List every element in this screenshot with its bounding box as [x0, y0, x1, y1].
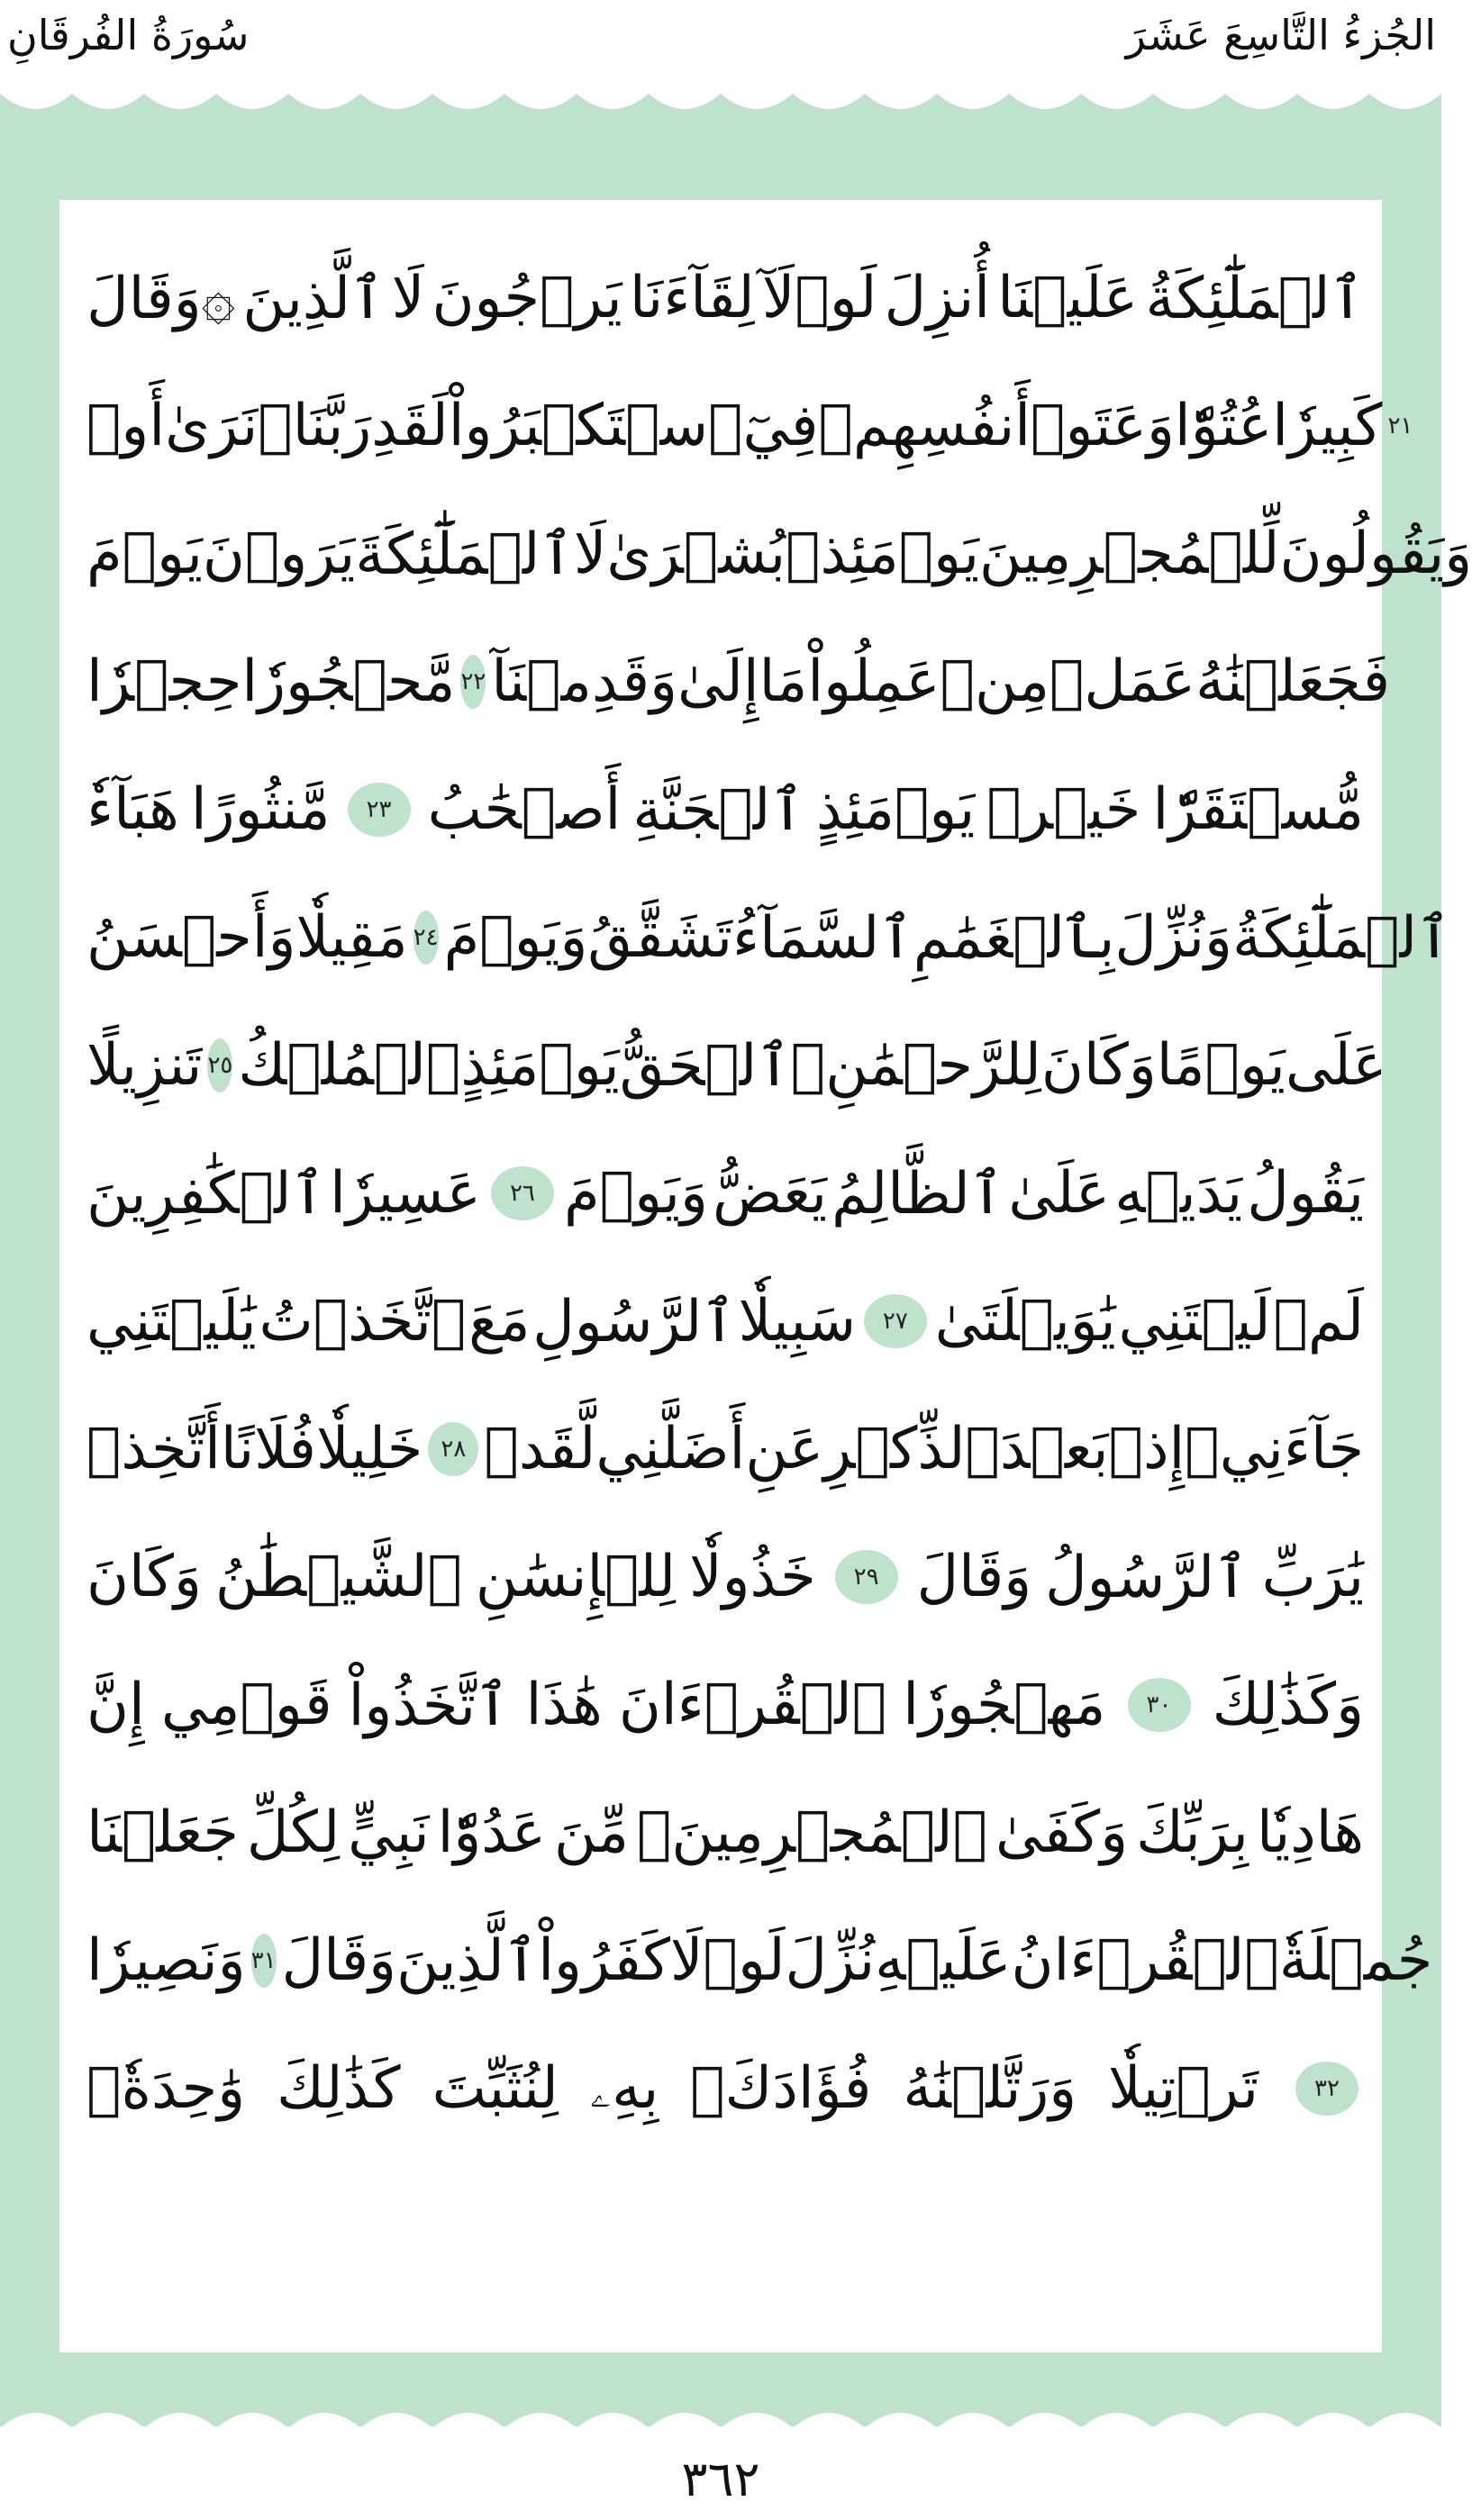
word: عَنِ [745, 1416, 824, 1482]
word: قَوۡمِي [160, 1672, 332, 1738]
word: ٱلۡمَلَٰٓئِكَةُ [1231, 904, 1451, 972]
ayah-number-marker: ٢٣ [348, 783, 411, 837]
word: نُزِّلَ [785, 1927, 876, 1994]
word: ٱلۡمَلَٰٓئِكَةُ [1145, 265, 1364, 332]
ayah-number-marker: ٢٤ [413, 911, 439, 965]
word: لِقَآءَنَا [629, 265, 755, 331]
ayah-number-marker: ٣٠ [1128, 1678, 1191, 1732]
word: أَنفُسِهِمۡ [818, 393, 1031, 459]
word: عَسِيرٗا [330, 1160, 481, 1227]
word: أَصۡحَٰبُ [427, 776, 622, 843]
word: خَذُولٗا [689, 1544, 816, 1610]
word: مِنۡ [940, 648, 1049, 715]
ayah-line [86, 373, 1413, 479]
word: عَمِلُواْ [807, 648, 940, 715]
word: ٱلسَّمَآءُ [732, 904, 913, 972]
word: أَضَلَّنِي [595, 1416, 746, 1482]
word: يَوۡمَئِذٍ [460, 1032, 620, 1099]
word: ٱلشَّيۡطَٰنُ [214, 1544, 462, 1610]
word: فُلَانًا [220, 1416, 316, 1482]
word: مِّنَ [554, 1799, 630, 1866]
word: ٱلۡمُلۡكُ [238, 1032, 461, 1099]
word: وَكَفَىٰ [995, 1799, 1129, 1866]
word: ٱلۡمُجۡرِمِينَۗ [637, 1799, 988, 1866]
word: هَادِيٗا [1256, 1799, 1364, 1866]
ayah-line [86, 1140, 1364, 1246]
ayah-number-marker: ٣٢ [1295, 2062, 1358, 2116]
word: هَٰذَا [525, 1672, 603, 1738]
ayah-line [86, 1524, 1364, 1630]
word: جَآءَنِيۗ [1185, 1416, 1364, 1482]
ayah-line [86, 1268, 1364, 1374]
word: وَيَقُولُونَ [1279, 521, 1472, 587]
word: بِٱلۡغَمَٰمِ [913, 904, 1115, 972]
word: ٱلرَّسُولِ [532, 1288, 736, 1355]
word: عَلَىٰ [1008, 1160, 1111, 1227]
word: نَبِيٍّ [348, 1799, 430, 1866]
word: سَبِيلٗا [738, 1288, 857, 1355]
word: خَلِيلٗا [316, 1416, 423, 1482]
ayah-line [86, 1780, 1364, 1886]
word: وَقَالَ [281, 1927, 397, 1994]
word: وَٰحِدَةٗۚ [86, 2055, 246, 2122]
ayah-number-marker: ٢٢ [460, 655, 486, 709]
word: وَكَانَ [1040, 1032, 1157, 1099]
word: يَٰلَيۡتَنِي [86, 1288, 257, 1355]
word: ٱلۡحَقُّ [619, 1032, 791, 1100]
word: ٱلۡكَٰفِرِينَ [86, 1160, 326, 1228]
word: تَشَقَّقُ [587, 904, 733, 971]
word: مَهۡجُورٗا [903, 1672, 1106, 1738]
word: أُنزِلَ [884, 265, 991, 331]
word: يَدَيۡهِ [1114, 1160, 1243, 1227]
word: بُشۡرَىٰ [606, 521, 786, 587]
word: أَوۡ [86, 393, 166, 459]
ayah-line [86, 1908, 1433, 2014]
ayah-line [86, 1012, 1387, 1119]
word: يَوۡمَئِذٖ [786, 521, 979, 587]
ayah-line [86, 757, 1364, 863]
ayah-line [86, 2035, 1364, 2142]
word: لَا [391, 265, 425, 331]
word: فَجَعَلۡنَٰهُ [1195, 648, 1391, 715]
word: يَٰوَيۡلَتَىٰ [934, 1288, 1116, 1355]
word: لِكُلِّ [246, 1799, 341, 1866]
ayah-line [86, 884, 1451, 991]
word: يَرۡجُونَ [432, 265, 622, 331]
word: مَّنثُورًا [190, 776, 331, 843]
word: حِجۡرٗا [86, 648, 242, 715]
word: لَقَدِ [371, 393, 449, 459]
word: بَعۡدَ [999, 1416, 1109, 1482]
word: وَقَدِمۡنَآ [491, 648, 677, 715]
ayah-number-marker: ٢٧ [864, 1294, 927, 1348]
word: إِنَّ [86, 1672, 145, 1738]
frame-top-scallop [0, 94, 1441, 130]
word: ۞وَقَالَ [86, 265, 236, 332]
word: هَبَآءٗ [86, 776, 179, 843]
word: جُمۡلَةٗ [1278, 1927, 1433, 1994]
word: يَعَضُّ [712, 1160, 828, 1227]
word: لِلرَّحۡمَٰنِۚ [790, 1032, 1041, 1099]
word: أَتَّخِذۡ [86, 1416, 221, 1482]
word: وَأَحۡسَنُ [86, 904, 296, 971]
word: ٱلۡقُرۡءَانَ [618, 1672, 887, 1738]
word: كَبِيرٗا [1272, 393, 1383, 459]
page-number: ٣٦٢ [681, 2451, 760, 2507]
word: ٱلَّذِينَ [242, 265, 385, 332]
word: لِنُثَبِّتَ [432, 2055, 559, 2122]
word: وَنَصِيرٗا [86, 1927, 246, 1994]
word: تَنزِيلًا [86, 1032, 203, 1099]
word: كَفَرُواْ [538, 1927, 671, 1994]
word: يَوۡمًا [1156, 1032, 1286, 1099]
word: يَقُولُ [1247, 1160, 1364, 1227]
word: ٱتَّخَذۡتُ [259, 1288, 467, 1355]
word: عَلَى [1285, 1032, 1387, 1099]
word: وَنُزِّلَ [1114, 904, 1232, 971]
word: لَيۡتَنِي [1118, 1288, 1271, 1355]
word: لَمۡ [1273, 1288, 1364, 1355]
word: نَرَىٰ [165, 393, 259, 459]
word: وَيَوۡمَ [564, 1160, 708, 1227]
word: مَقِيلٗا [295, 904, 408, 971]
word: كَذَٰلِكَ [277, 2055, 401, 2122]
word: عُتُوّٗا [1174, 393, 1273, 459]
word: وَكَذَٰلِكَ [1212, 1672, 1364, 1738]
word: عَمَلٖ [1049, 648, 1196, 715]
word: فِيٓ [742, 393, 819, 459]
ayah-line [86, 629, 1391, 735]
ayah-line [86, 1396, 1364, 1502]
word: ٱلرَّسُولُ [1045, 1544, 1249, 1611]
frame-bottom-scallop [0, 2392, 1441, 2428]
ayah-line [86, 501, 1472, 607]
surah-title: سُورَةُ الفُرقَانِ [7, 11, 250, 59]
word: لَوۡلَا [670, 1927, 786, 1994]
word: مَا [759, 648, 808, 715]
word: ٱلۡجَنَّةِ [632, 776, 804, 844]
ayah-line [86, 1652, 1364, 1758]
word: يَوۡمَ [86, 521, 203, 587]
word: وَرَتَّلۡنَٰهُ [903, 2055, 1077, 2122]
word: مُّسۡتَقَرّٗا [1152, 776, 1364, 843]
word: ٱسۡتَكۡبَرُواْ [448, 393, 743, 459]
word: عَلَيۡنَا [997, 265, 1139, 331]
word: وَيَوۡمَ [443, 904, 588, 971]
word: لَّقَدۡ [484, 1416, 596, 1482]
word: يَوۡمَئِذٍ [815, 776, 976, 843]
word: لِّلۡمُجۡرِمِينَ [979, 521, 1280, 587]
word: ٱلظَّالِمُ [831, 1160, 1004, 1228]
word: بِهِۦ [589, 2055, 659, 2122]
juz-title: الجُزءُ التَّاسِعَ عَشَرَ [1125, 11, 1436, 59]
word: مَعَ [468, 1288, 531, 1355]
ayah-number-marker: ٢٦ [491, 1166, 554, 1220]
word: عَلَيۡهِ [875, 1927, 1012, 1994]
word: ٱلۡقُرۡءَانُ [1011, 1927, 1279, 1994]
word: رَبَّنَاۗ [258, 393, 372, 459]
word: ٱتَّخَذُواْ [348, 1672, 510, 1739]
ayah-line [86, 245, 1364, 351]
word: وَقَالَ [916, 1544, 1032, 1610]
word: ٱلذِّكۡرِ [823, 1416, 1000, 1482]
ayah-number-marker: ٣١ [251, 1934, 277, 1988]
word: ٱلَّذِينَ [396, 1927, 539, 1995]
word: مَّحۡجُورٗا [241, 648, 456, 715]
word: تَرۡتِيلٗا [1108, 2055, 1259, 2122]
word: بِرَبِّكَ [1136, 1799, 1249, 1866]
word: لَوۡلَآ [761, 265, 877, 331]
word: فُؤَادَكَۖ [690, 2055, 872, 2122]
word: لَا [573, 521, 607, 587]
ayah-number-marker: ٢١ [1387, 399, 1413, 453]
word: جَعَلۡنَا [86, 1799, 239, 1866]
word: وَعَتَوۡ [1031, 393, 1175, 459]
word: إِلَىٰ [677, 648, 759, 715]
word: لِلۡإِنسَٰنِ [475, 1544, 677, 1610]
word: يَرَوۡنَ [202, 521, 356, 587]
word: خَيۡرٞ [986, 776, 1141, 843]
word: يَٰرَبِّ [1261, 1544, 1364, 1610]
word: ٱلۡمَلَٰٓئِكَةَ [355, 521, 574, 588]
word: إِذۡ [1108, 1416, 1186, 1482]
page-header [0, 0, 1441, 90]
ayah-number-marker: ٢٨ [428, 1422, 478, 1476]
word: وَكَانَ [86, 1544, 202, 1610]
ayah-number-marker: ٢٥ [207, 1038, 232, 1092]
word: عَدُوّٗا [437, 1799, 547, 1866]
ayah-number-marker: ٢٩ [835, 1550, 898, 1604]
